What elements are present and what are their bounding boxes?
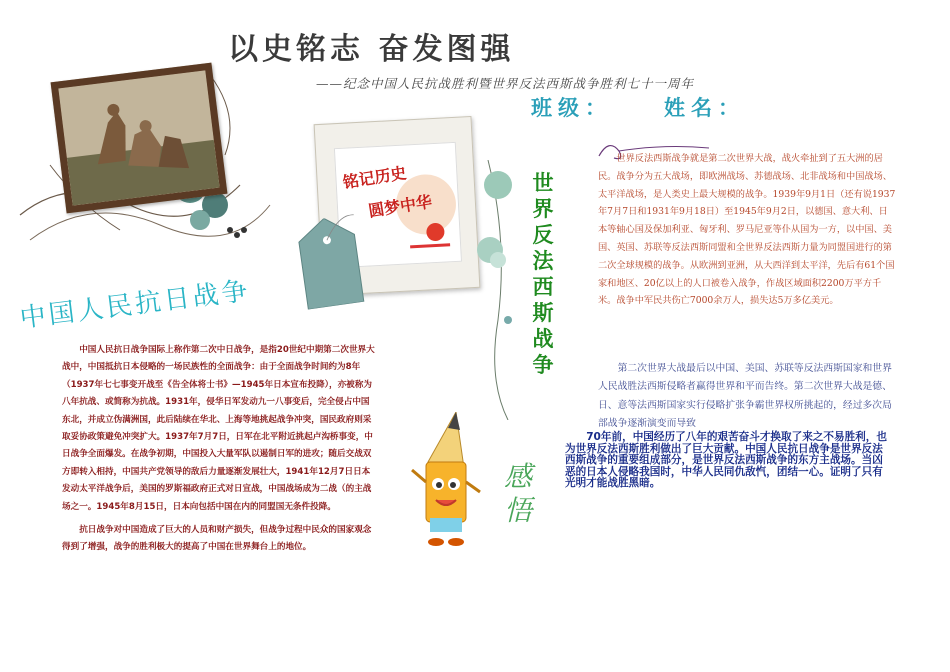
ww2-paragraph-3: 70年前，中国经历了八年的艰苦奋斗才换取了来之不易胜利，也为世界反法西斯胜利做出了巨大贡献。中国人民抗日战争是世界反法西斯战争的重要组成部分，是世界反法西斯战争的东方主战场。当凶恶的日本人侵略我国时，中华人民同仇敌忾，团结一心。证明了只有光明才能战胜黑暗。 [565,431,887,490]
page-subtitle: ——纪念中国人民抗战胜利暨世界反法西斯战争胜利七十一周年 [316,76,695,91]
class-label: 班级： [531,96,612,120]
reflection-label: 感悟 [504,460,533,527]
memorial-sculpture-photo [51,63,228,214]
ww2-paragraph-2: 第二次世界大战最后以中国、美国、苏联等反法西斯国家和世界人民战胜法西斯侵略者赢得世界和平而告终。第二次世界大战是德、日、意等法西斯国家实行侵略扩张争霸世界权所挑起的，经过多次局部战争逐渐演变而导致 [598,363,892,430]
china-war-paragraph-1: 中国人民抗日战争国际上称作第二次中日战争，是指20世纪中期第二次世界大战中，中国抵抗日本侵略的一场民族性的全面战争：由于全面战争时间约为8年（1937年七七事变开战至《告全体将士书》—1945年日本宣布投降），亦被称为八年抗战、或简称为抗战。1931年，侵华日军发动九一八事变后，完全侵占中国东北，并成立伪满洲国，此后陆续在华北、上海等地挑起战争冲突，国民政府则采取妥协政策避免冲突扩大。1937年7月7日，日军在北平附近挑起卢沟桥事变，中日战争全面爆发。在战争初期，中国投入大量军队以遏制日军的进攻；随后交战双方即转入相持，中国共产党领导的敌后力量逐渐发展壮大，1941年12月7日日本发动太平洋战争后，美国的罗斯福政府正式对日宣战，中国战场成为二战（的主战场之一。1945年8月15日，日本向包括中国在内的同盟国无条件投降。 [62,345,375,512]
china-war-heading: 中国人民抗日战争 [18,275,253,335]
pencil-mascot-icon [408,412,494,556]
ww2-text [598,150,896,310]
ww2-vertical-heading: 世界反法西斯战争 [532,170,554,377]
ww2-paragraph-1: 世界反法西斯战争就是第二次世界大战，战火牵扯到了五大洲的居民。战争分为五大战场，即欧洲战场、苏德战场、北非战场和中国战场、太平洋战场，是人类史上最大规模的战争。1939年9月1日（还有说1937年7月7日和1931年9月18日）至1945年9月2日，以德国、意大利、日本等轴心国及保加利亚、匈牙利、罗马尼亚等仆从国为一方，以中国、美国、英国、苏联等反法西斯同盟和全世界反法西斯力量为同盟国进行的第二次全球规模的战争。从欧洲到亚洲，从大西洋到太平洋，先后有61个国家和地区、20亿以上的人口被卷入战争，作战区域面积2200万平方千米。战争中军民共伤亡7000余万人，损失达5万多亿美元。 [598,153,896,307]
reflection-text [565,432,891,490]
ww2-end-text [598,360,896,434]
flower-decoration [468,160,538,420]
poster-line2: 圆梦中华 [367,191,434,221]
class-name-fields [531,92,797,122]
name-label: 姓名： [664,96,745,120]
poster-line1: 铭记历史 [341,163,408,193]
hanging-tag [294,214,366,309]
china-war-paragraph-2: 抗日战争对中国造成了巨大的人员和财产损失，但战争过程中民众的国家观念得到了增强，战争的胜利极大的提高了中国在世界舞台上的地位。 [62,525,372,553]
page-title: 以史铭志 奋发图强 [228,32,515,67]
china-war-text [62,342,376,557]
